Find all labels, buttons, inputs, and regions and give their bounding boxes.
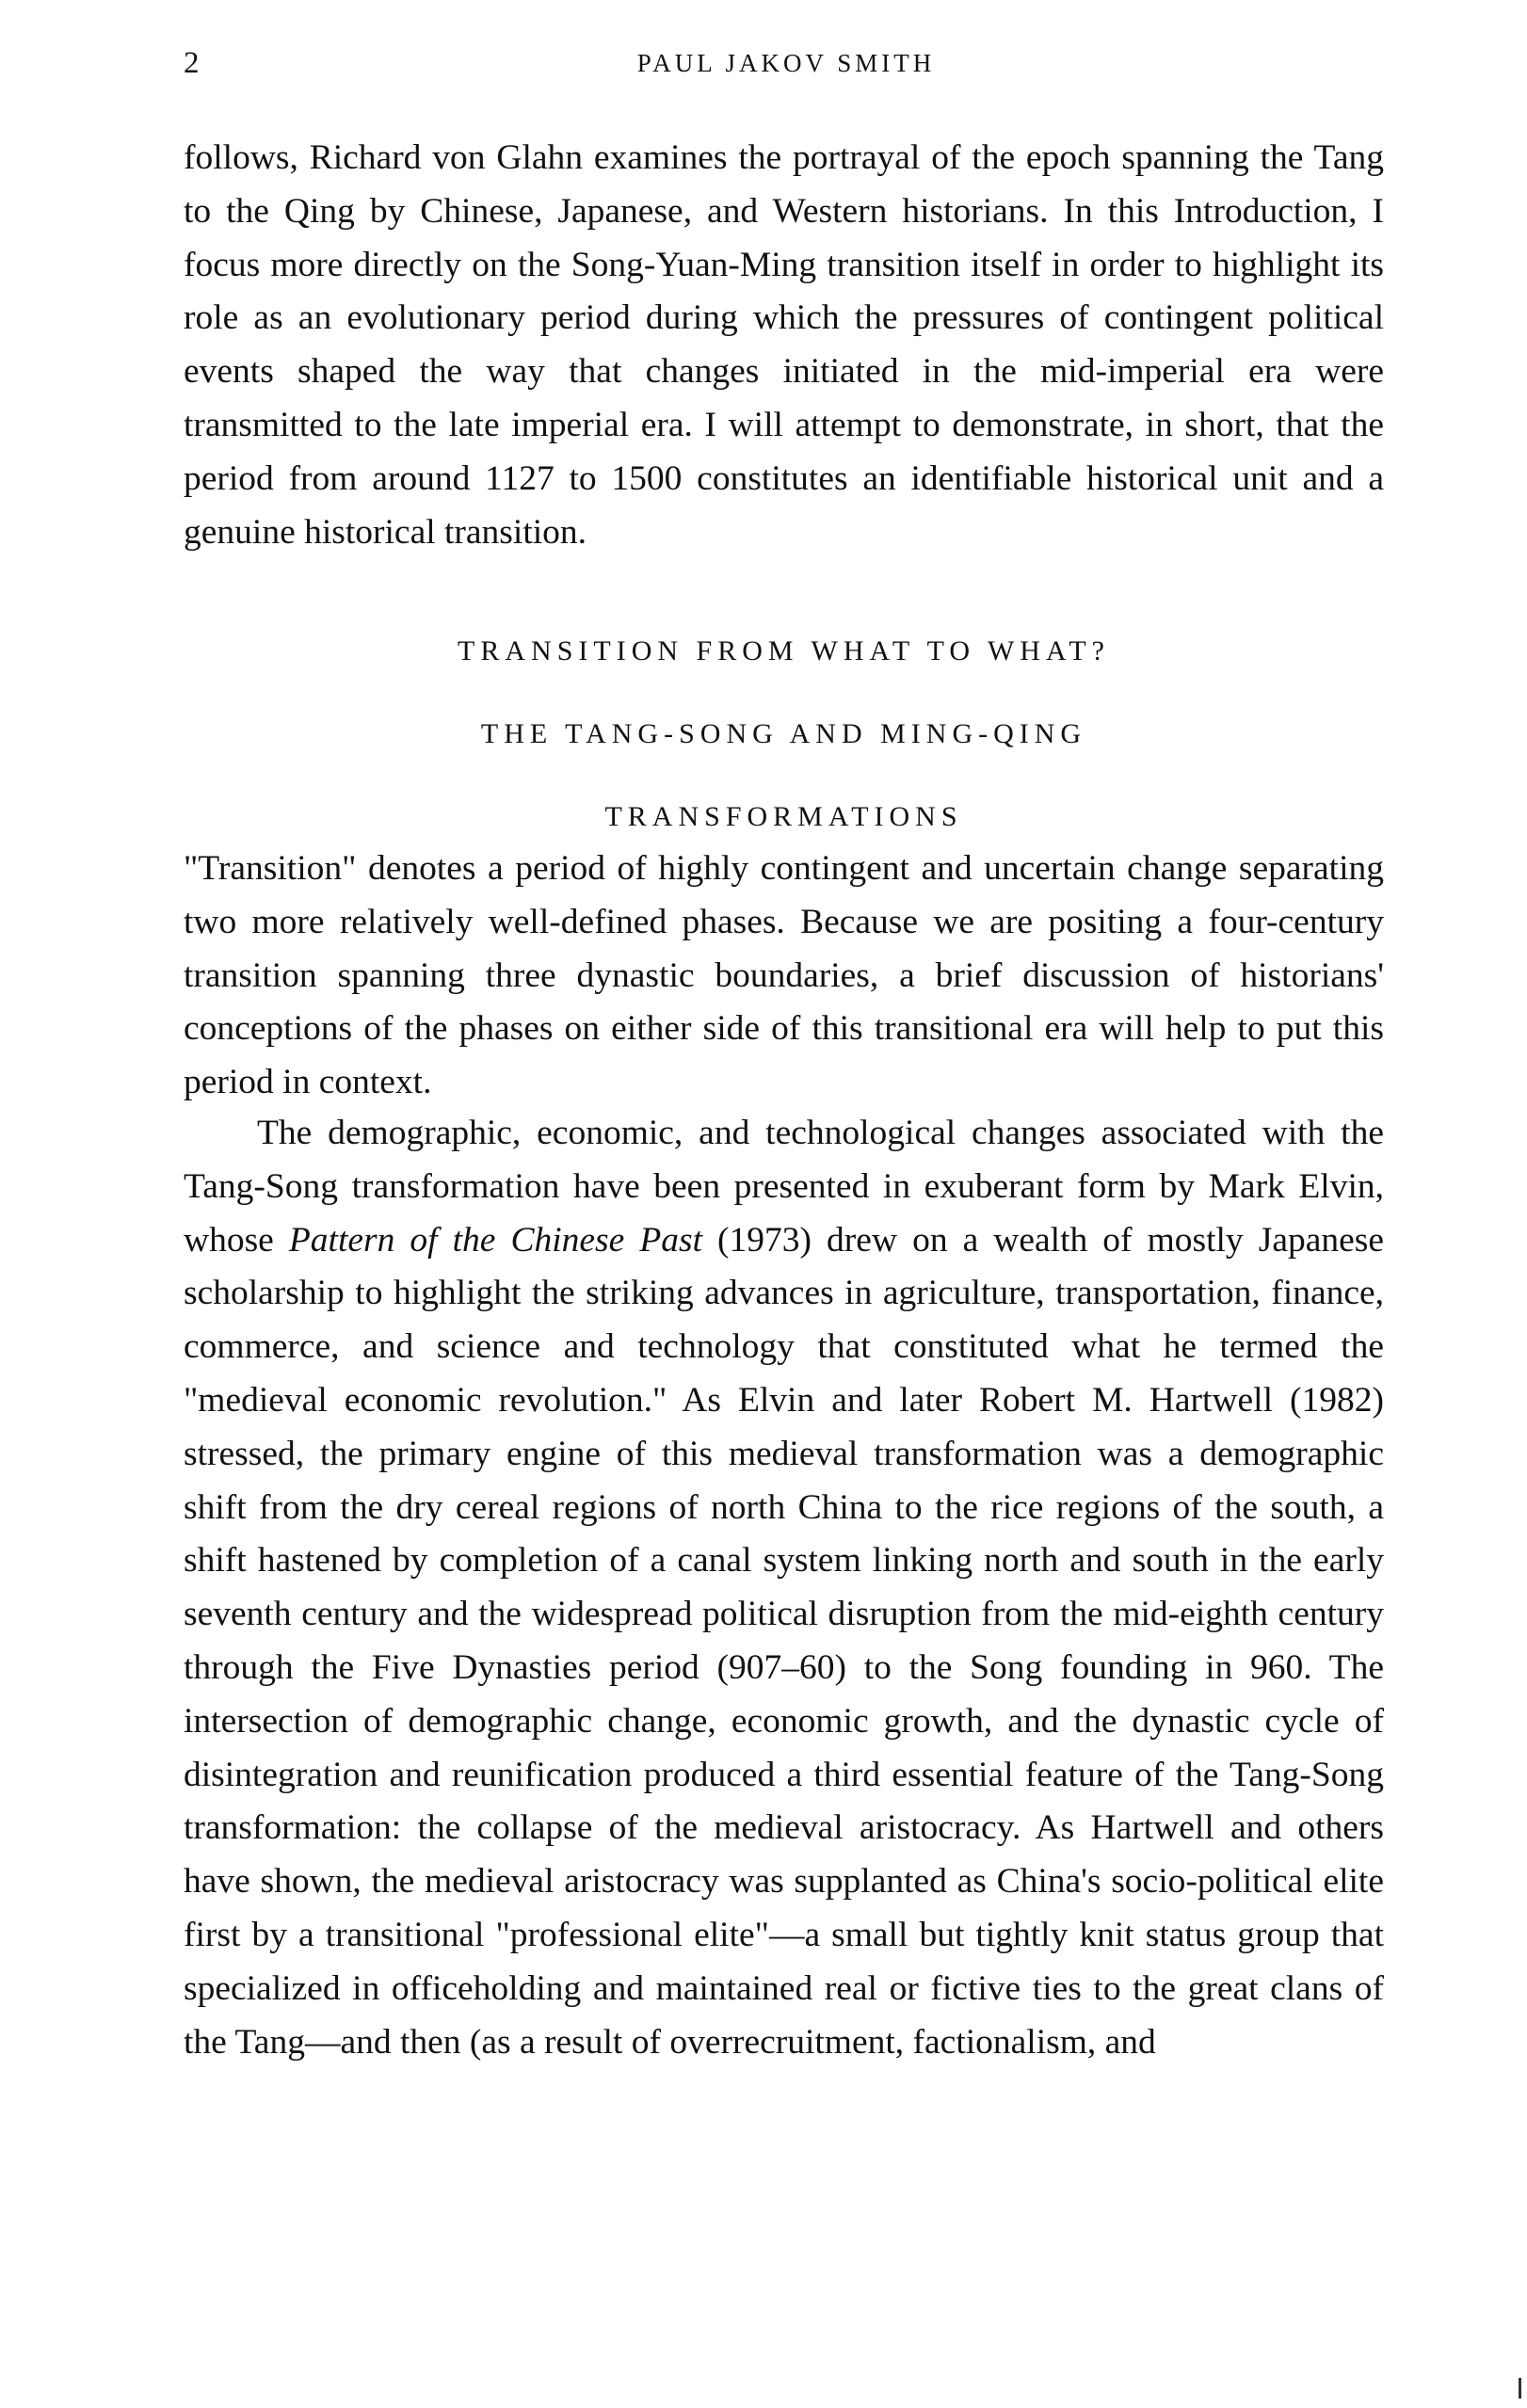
- page-number: 2: [184, 46, 200, 80]
- paragraph-2: "Transition" denotes a period of highly contingent and uncertain change separating two more relatively well-defined phases. Because we are positing a four-century transition spanning three dynastic boundaries, a brief discussion of historians' conceptions of the phases on either side of this transitional era will help to put this period in context.: [184, 849, 1384, 1102]
- scan-edge-mark: [1519, 2378, 1521, 2399]
- section-heading-line-2: THE TANG-SONG AND MING-QING: [480, 718, 1087, 749]
- paragraph-3-text-start: The demographic, economic, and technological changes associated with the Tang-Song transformation have been presented in exuberant form by Mark Elvin, whose: [184, 1114, 1384, 1260]
- section-heading-line-3: TRANSFORMATIONS: [604, 801, 963, 832]
- section-heading: [184, 610, 1384, 859]
- paragraph-3: [184, 1107, 1384, 2069]
- running-head: [184, 40, 1389, 87]
- paragraph-1: follows, Richard von Glahn examines the portrayal of the epoch spanning the Tang to the Qing by Chinese, Japanese, and Western historians. In this Introduction, I focus more directly on the Song-Yuan-Ming transition itself in order to highlight its role as an evolutionary period during which the pressures of contingent political events shaped the way that changes initiated in the mid-imperial era were transmitted to the late imperial era. I will attempt to demonstrate, in short, that the period from around 1127 to 1500 constitutes an identifiable historical unit and a genuine historical transition.: [184, 138, 1384, 552]
- book-title-italic: Pattern of the Chinese Past: [288, 1220, 702, 1260]
- paragraph-3-text-end: (1973) drew on a wealth of mostly Japanese scholarship to highlight the striking advances in agriculture, transportation, finance, commerce, and science and technology that constituted what he termed the "medieval economic revolution." As Elvin and later Robert M. Hartwell (1982) stressed, the primary engine of this medieval transformation was a demographic shift from the dry cereal regions of north China to the rice regions of the south, a shift hastened by completion of a canal system linking north and south in the early seventh century and the widespread political disruption from the mid-eighth century through the Five Dynasties period (907–60) to the Song founding in 960. The intersection of demographic change, economic growth, and the dynastic cycle of disintegration and reunification produced a third essential feature of the Tang-Song transformation: the collapse of the medieval aristocracy. As Hartwell and others have shown, the medieval aristocracy was supplanted as China's socio-political elite first by a transitional "professional elite"—a small but tightly knit status group that specialized in officeholding and maintained real or fictive ties to the great clans of the Tang—and then (as a result of overrecruitment, factionalism, and: [184, 1220, 1384, 2062]
- section-heading-line-1: TRANSITION FROM WHAT TO WHAT?: [458, 635, 1110, 666]
- running-head-author: PAUL JAKOV SMITH: [636, 49, 936, 77]
